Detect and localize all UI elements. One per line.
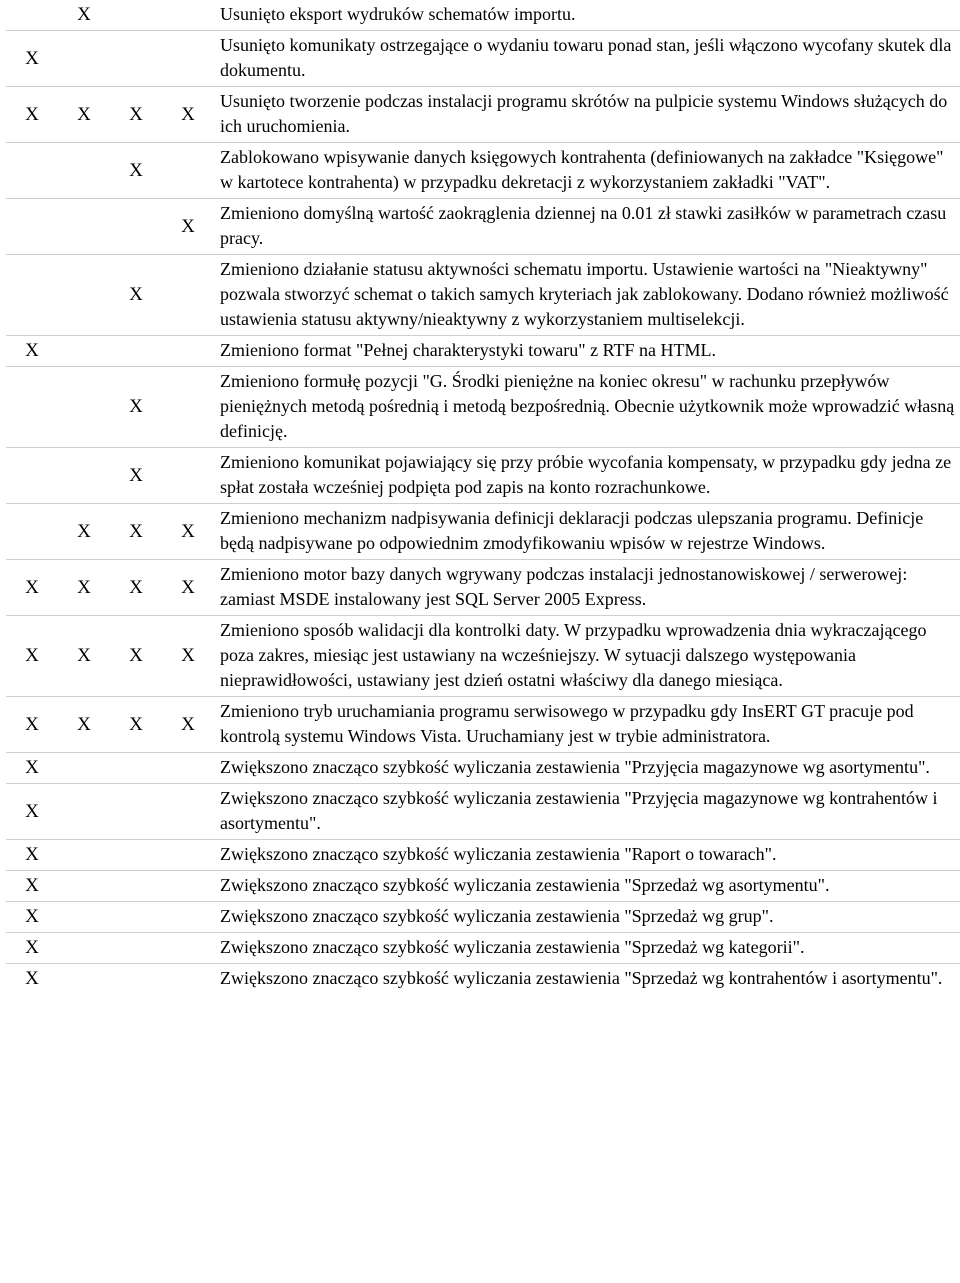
changelog-row [6,31,960,87]
module-mark-1: X [6,560,58,616]
changelog-row [6,87,960,143]
module-mark-4 [162,143,214,199]
module-mark-4 [162,367,214,448]
changelog-row [6,616,960,697]
change-description: Usunięto eksport wydruków schematów importu. [220,4,576,24]
module-mark-1: X [6,784,58,840]
module-mark-2 [58,199,110,255]
module-mark-3: X [110,87,162,143]
module-mark-3: X [110,504,162,560]
module-mark-3 [110,933,162,964]
module-mark-1: X [6,964,58,995]
changelog-row [6,784,960,840]
module-mark-4 [162,336,214,367]
module-mark-3 [110,199,162,255]
module-mark-1 [6,504,58,560]
module-mark-1: X [6,87,58,143]
change-description: Zmieniono działanie statusu aktywności schematu importu. Ustawienie wartości na "Nieaktywny" pozwala stworzyć schemat o takich samych kryteriach jak zablokowany. Dodano również możliwość ustawienia statusu aktywny/nieaktywny z wykorzystaniem multiselekcji. [214,255,960,336]
change-description: Zmieniono tryb uruchamiania programu serwisowego w przypadku gdy InsERT GT pracuje pod kontrolą systemu Windows Vista. Uruchamiany jest w trybie administratora. [214,697,960,753]
module-mark-2: X [58,560,110,616]
module-mark-1: X [6,871,58,902]
changelog-row [6,0,960,31]
module-mark-1: X [6,902,58,933]
module-mark-3 [110,784,162,840]
module-mark-3: X [110,616,162,697]
module-mark-4 [162,255,214,336]
module-mark-2 [58,753,110,784]
changelog-row [6,871,960,902]
module-mark-1: X [6,31,58,87]
changelog-row [6,255,960,336]
module-mark-3: X [110,143,162,199]
module-mark-4 [162,0,214,31]
module-mark-2 [58,143,110,199]
module-mark-3: X [110,560,162,616]
change-description: Zwiększono znacząco szybkość wyliczania zestawienia "Sprzedaż wg kontrahentów i asortymentu". [214,964,960,995]
module-mark-2 [58,933,110,964]
module-mark-2 [58,255,110,336]
changelog-row [6,840,960,871]
module-mark-4 [162,784,214,840]
changelog-row [6,336,960,367]
module-mark-1: X [6,336,58,367]
changelog-row [6,964,960,995]
module-mark-3: X [110,448,162,504]
module-mark-2: X [58,616,110,697]
module-mark-2: X [58,87,110,143]
module-mark-2: X [77,4,91,25]
module-mark-1: X [6,753,58,784]
change-description: Zmieniono sposób walidacji dla kontrolki daty. W przypadku wprowadzenia dnia wykraczającego poza zakres, miesiąc jest ustawiany na wcześniejszy. W sytuacji dalszego występowania nieprawidłowości, ustawiany jest dzień ostatni właściwy dla danego miesiąca. [214,616,960,697]
change-description: Usunięto komunikaty ostrzegające o wydaniu towaru ponad stan, jeśli włączono wycofany skutek dla dokumentu. [214,31,960,87]
changelog-row [6,367,960,448]
module-mark-3: X [110,255,162,336]
module-mark-4 [162,964,214,995]
changelog-row [6,560,960,616]
module-mark-3 [110,753,162,784]
change-description: Zwiększono znacząco szybkość wyliczania zestawienia "Sprzedaż wg kategorii". [214,933,960,964]
module-mark-1: X [6,616,58,697]
changelog-row [6,902,960,933]
module-mark-2 [58,448,110,504]
change-description: Zwiększono znacząco szybkość wyliczania zestawienia "Przyjęcia magazynowe wg asortymentu". [214,753,960,784]
module-mark-3: X [110,367,162,448]
changelog-row [6,504,960,560]
change-description: Usunięto tworzenie podczas instalacji programu skrótów na pulpicie systemu Windows służących do ich uruchomienia. [214,87,960,143]
module-mark-4 [162,871,214,902]
change-description: Zmieniono komunikat pojawiający się przy próbie wycofania kompensaty, w przypadku gdy jedna ze spłat została wcześniej podpięta pod zapis na konto rozrachunkowe. [214,448,960,504]
module-mark-4 [162,31,214,87]
module-mark-1: X [6,933,58,964]
module-mark-4 [162,753,214,784]
module-mark-4: X [162,504,214,560]
module-mark-1: X [6,697,58,753]
changelog-row [6,753,960,784]
module-mark-4: X [162,199,214,255]
module-mark-4 [162,902,214,933]
change-description: Zmieniono motor bazy danych wgrywany podczas instalacji jednostanowiskowej / serwerowej: zamiast MSDE instalowany jest SQL Server 2005 Express. [214,560,960,616]
module-mark-2 [58,902,110,933]
module-mark-4 [162,933,214,964]
changelog-row [6,933,960,964]
change-description: Zmieniono format "Pełnej charakterystyki towaru" z RTF na HTML. [214,336,960,367]
change-description: Zwiększono znacząco szybkość wyliczania zestawienia "Sprzedaż wg grup". [214,902,960,933]
change-description: Zwiększono znacząco szybkość wyliczania zestawienia "Sprzedaż wg asortymentu". [214,871,960,902]
change-description: Zmieniono formułę pozycji "G. Środki pieniężne na koniec okresu" w rachunku przepływów pieniężnych metodą pośrednią i metodą bezpośrednią. Obecnie użytkownik może wprowadzić własną definicję. [214,367,960,448]
changelog-row [6,448,960,504]
module-mark-3: X [110,697,162,753]
module-mark-3 [110,840,162,871]
module-mark-3 [110,31,162,87]
module-mark-1 [6,448,58,504]
module-mark-3 [110,902,162,933]
change-description: Zmieniono domyślną wartość zaokrąglenia dziennej na 0.01 zł stawki zasiłków w parametrach czasu pracy. [214,199,960,255]
changelog-row [6,697,960,753]
module-mark-2 [58,784,110,840]
module-mark-1: X [6,840,58,871]
module-mark-2 [58,336,110,367]
change-description: Zwiększono znacząco szybkość wyliczania zestawienia "Raport o towarach". [214,840,960,871]
module-mark-2: X [58,504,110,560]
changelog-table [6,0,960,994]
changelog-body [6,0,960,994]
module-mark-4: X [162,697,214,753]
module-mark-1 [6,143,58,199]
change-description: Zmieniono mechanizm nadpisywania definicji deklaracji podczas ulepszania programu. Definicje będą nadpisywane po odpowiednim zmodyfikowaniu wpisów w rejestrze Windows. [214,504,960,560]
module-mark-2 [58,964,110,995]
change-description: Zwiększono znacząco szybkość wyliczania zestawienia "Przyjęcia magazynowe wg kontrahentów i asortymentu". [214,784,960,840]
module-mark-4 [162,448,214,504]
module-mark-1 [6,0,58,31]
module-mark-3 [110,964,162,995]
module-mark-3 [110,0,162,31]
module-mark-1 [6,255,58,336]
module-mark-4 [162,840,214,871]
module-mark-2 [58,367,110,448]
module-mark-2 [58,871,110,902]
changelog-row [6,199,960,255]
module-mark-4: X [162,87,214,143]
module-mark-2: X [58,697,110,753]
changelog-row [6,143,960,199]
module-mark-2 [58,840,110,871]
change-description: Zablokowano wpisywanie danych księgowych kontrahenta (definiowanych na zakładce "Księgowe" w kartotece kontrahenta) w przypadku dekretacji z wykorzystaniem zakładki "VAT". [214,143,960,199]
module-mark-3 [110,336,162,367]
module-mark-4: X [162,560,214,616]
module-mark-3 [110,871,162,902]
module-mark-1 [6,199,58,255]
module-mark-1 [6,367,58,448]
module-mark-2 [58,31,110,87]
module-mark-4: X [162,616,214,697]
